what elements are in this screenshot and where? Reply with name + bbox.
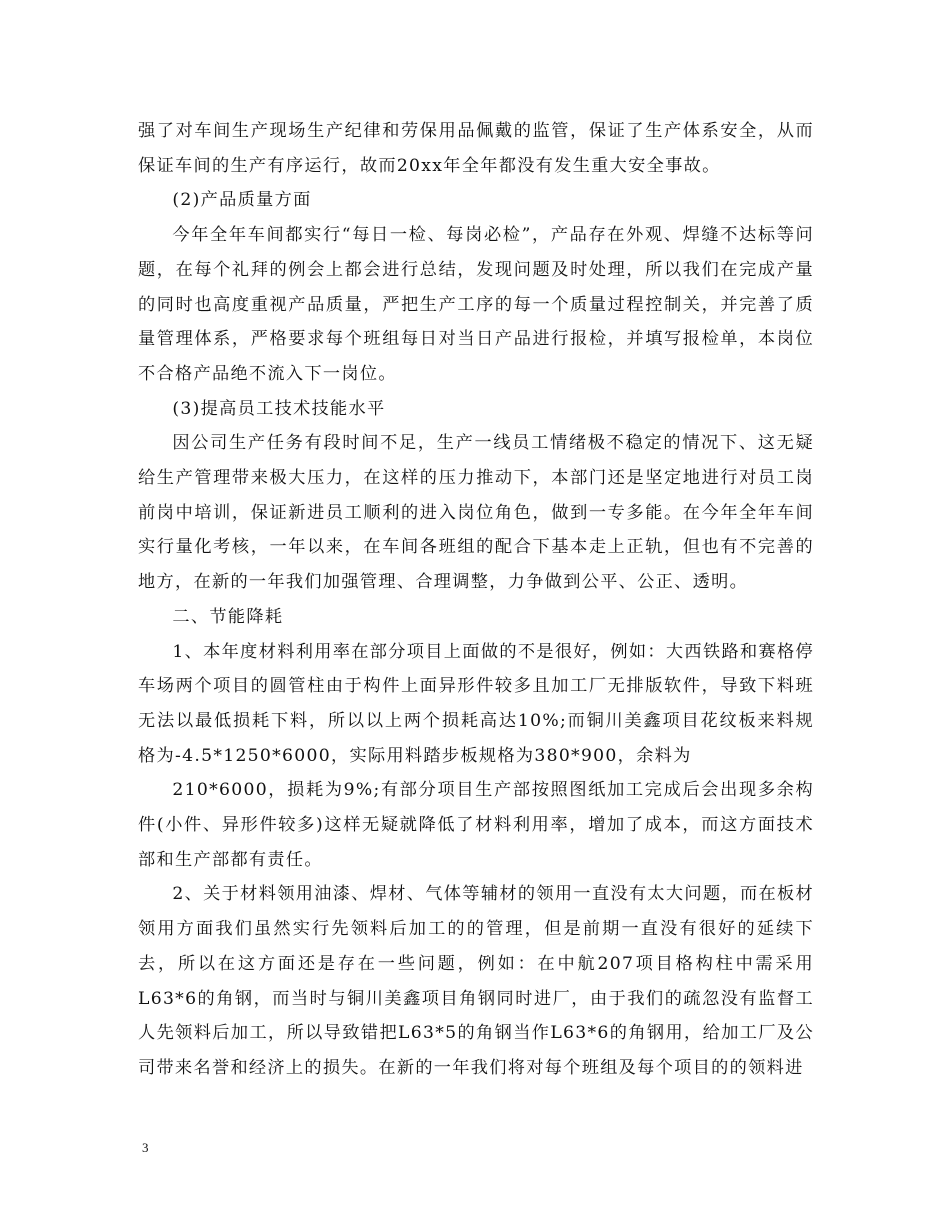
- paragraph-safety-continued: 强了对车间生产现场生产纪律和劳保用品佩戴的监管，保证了生产体系安全，从而保证车间的生产有序运行，故而20xx年全年都没有发生重大安全事故。: [138, 121, 814, 176]
- paragraph-product-quality: 今年全年车间都实行“每日一检、每岗必检”，产品存在外观、焊缝不达标等问题，在每个礼拜的例会上都会进行总结，发现问题及时处理，所以我们在完成产量的同时也高度重视产品质量，严把生产工序的每一个质量过程控制关，并完善了质量管理体系，严格要求每个班组每日对当日产品进行报检，并填写报检单，本岗位不合格产品绝不流入下一岗位。: [138, 225, 814, 384]
- heading-staff-skills: (3)提高员工技术技能水平: [172, 398, 386, 419]
- heading-energy-saving: 二、节能降耗: [172, 606, 284, 627]
- paragraph-material-utilization: 1、本年度材料利用率在部分项目上面做的不是很好，例如：大西铁路和赛格停车场两个项目的圆管柱由于构件上面异形件较多且加工厂无排版软件，导致下料班无法以最低损耗下料，所以以上两个损耗高达10%;而铜川美鑫项目花纹板来料规格为-4.5*1250*6000，实际用料踏步板规格为380*900，余料为: [138, 641, 814, 766]
- paragraph-material-loss: 210*6000，损耗为9%;有部分项目生产部按照图纸加工完成后会出现多余构件(小件、异形件较多)这样无疑就降低了材料利用率，增加了成本，而这方面技术部和生产部都有责任。: [138, 780, 814, 870]
- body-text: [138, 114, 814, 1086]
- page-number: 3: [142, 1140, 149, 1155]
- paragraph-material-requisition: 2、关于材料领用油漆、焊材、气体等辅材的领用一直没有太大问题，而在板材领用方面我们虽然实行先领料后加工的的管理，但是前期一直没有很好的延续下去，所以在这方面还是存在一些问题，例如：在中航207项目格构柱中需采用L63*6的角钢，而当时与铜川美鑫项目角钢同时进厂，由于我们的疏忽没有监督工人先领料后加工，所以导致错把L63*5的角钢当作L63*6的角钢用，给加工厂及公司带来名誉和经济上的损失。在新的一年我们将对每个班组及每个项目的的领料进: [138, 884, 814, 1078]
- heading-product-quality: (2)产品质量方面: [172, 190, 312, 211]
- paragraph-staff-skills: 因公司生产任务有段时间不足，生产一线员工情绪极不稳定的情况下、这无疑给生产管理带来极大压力，在这样的压力推动下，本部门还是坚定地进行对员工岗前岗中培训，保证新进员工顺利的进入岗位角色，做到一专多能。在今年全年车间实行量化考核，一年以来，在车间各班组的配合下基本走上正轨，但也有不完善的地方，在新的一年我们加强管理、合理调整，力争做到公平、公正、透明。: [138, 433, 814, 593]
